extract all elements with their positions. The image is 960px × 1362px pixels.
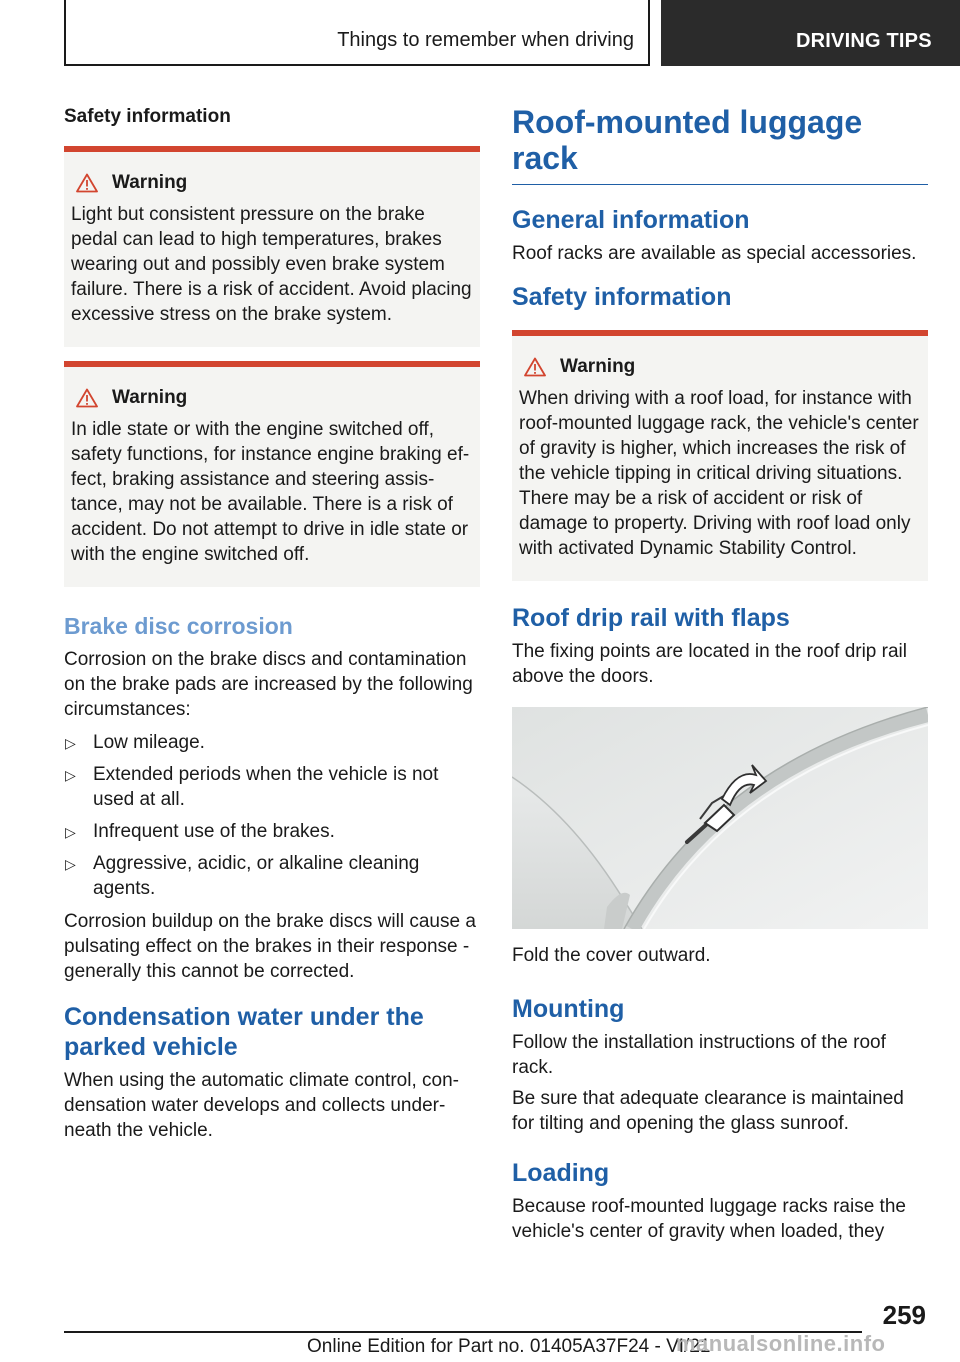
watermark-logo: manualsonline.info — [676, 1331, 886, 1356]
mounting-text-1: Follow the installation instructions of the roof rack. — [512, 1032, 886, 1078]
brake-disc-list — [64, 730, 480, 901]
warning-triangle-icon — [76, 388, 98, 408]
loading-heading: Loading — [512, 1159, 610, 1187]
condensation-heading: Condensation water under the parked vehicle — [64, 1003, 424, 1061]
footer-edition: Online Edition for Part no. 01405A37F24 - VI/21 — [307, 1336, 711, 1357]
header-frame — [64, 0, 650, 66]
figure-caption: Fold the cover outward. — [512, 945, 711, 966]
triangle-bullet-icon: ▷ — [65, 735, 76, 751]
brake-disc-intro: Corrosion on the brake discs and contamination on the brake pads are increased by the following circumstances: — [64, 649, 473, 720]
brake-disc-heading: Brake disc corrosion — [64, 613, 293, 639]
drip-rail-text: The fixing points are located in the roof drip rail above the doors. — [512, 641, 907, 687]
triangle-bullet-icon: ▷ — [65, 856, 76, 872]
left-column — [64, 100, 480, 1149]
list-item: ▷ Aggressive, acidic, or alkaline cleaning agents. — [65, 853, 420, 899]
right-column — [512, 100, 928, 1250]
roof-flap-image — [512, 707, 928, 929]
triangle-bullet-icon: ▷ — [65, 767, 76, 783]
condensation-text: When using the automatic climate control, condensation water develops and collects underneath the vehicle. — [64, 1070, 459, 1141]
safety-info-heading-right: Safety information — [512, 283, 732, 311]
safety-info-heading-left: Safety information — [64, 106, 231, 127]
triangle-bullet-icon: ▷ — [65, 824, 76, 840]
warning-title: Warning — [112, 387, 188, 408]
warning-text: Light but consistent pressure on the brake pedal can lead to high temperatures, brakes wearing out and possibly even brake system failure. There is a risk of accident. Avoid placing excessive stress on the brake system. — [71, 204, 472, 325]
list-item: ▷ Extended periods when the vehicle is not used at all. — [65, 764, 439, 810]
header-section-tab: DRIVING TIPS — [661, 0, 960, 66]
mounting-heading: Mounting — [512, 995, 625, 1023]
list-item: ▷ Infrequent use of the brakes. — [64, 819, 480, 844]
loading-text: Because roof-mounted luggage racks raise the vehicle's center of gravity when loaded, they — [512, 1196, 906, 1242]
warning-box-brake-pressure — [64, 146, 480, 347]
list-item: ▷ Low mileage. — [64, 730, 480, 755]
mounting-text-2: Be sure that adequate clearance is maintained for tilting and opening the glass sunroof. — [512, 1088, 904, 1134]
header-chapter-title: Things to remember when driving — [337, 29, 634, 51]
general-info-heading: General information — [512, 206, 750, 234]
warning-title: Warning — [560, 356, 636, 377]
brake-disc-outro: Corrosion buildup on the brake discs will cause a pulsating effect on the brakes in their response - generally this cannot be corrected. — [64, 911, 476, 982]
roof-rack-main-heading: Roof-mounted luggage rack — [512, 104, 928, 185]
warning-box-roof-load — [512, 330, 928, 581]
roof-drip-rail-illustration — [512, 707, 928, 929]
warning-text: When driving with a roof load, for instance with roof-mounted luggage rack, the vehicle's center of gravity is higher, which increases the risk of the vehicle tipping in critical driving situations. There may be a risk of accident or risk of damage to property. Driving with roof load only with activated Dynamic Stability Control. — [519, 388, 919, 559]
warning-triangle-icon — [524, 357, 546, 377]
warning-triangle-icon — [76, 173, 98, 193]
page-number: 259 — [882, 1300, 926, 1330]
general-info-text: Roof racks are available as special accessories. — [512, 243, 917, 264]
warning-box-idle-state — [64, 361, 480, 587]
warning-title: Warning — [112, 172, 188, 193]
warning-text: In idle state or with the engine switched off, safety functions, for instance engine braking effect, braking assistance and steering assistance, may not be available. There is a risk of accident. Do not attempt to drive in idle state or with the engine switched off. — [71, 419, 470, 565]
drip-rail-heading: Roof drip rail with flaps — [512, 604, 790, 632]
